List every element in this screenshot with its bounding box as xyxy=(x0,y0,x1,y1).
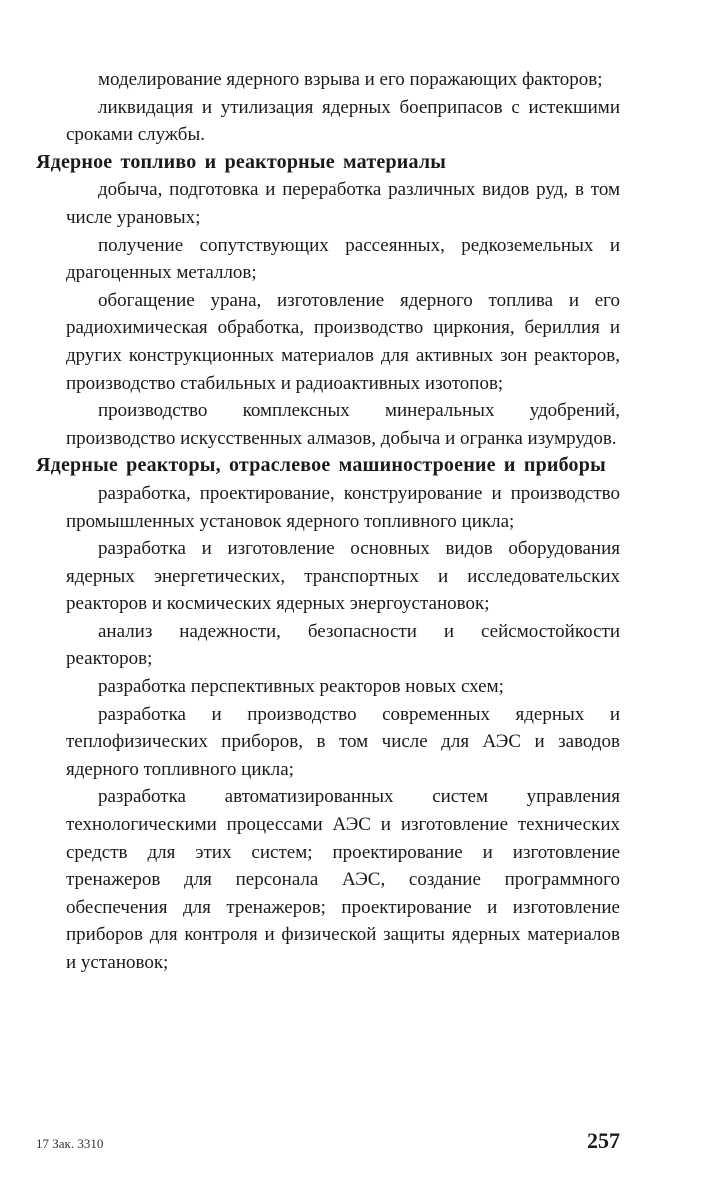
page-footer xyxy=(36,1128,620,1158)
page-body xyxy=(36,66,620,977)
paragraph: разработка и изготовление основных видов оборудования ядерных энергетических, транспортных и исследовательских реакторов и космических ядерных энергоустановок; xyxy=(66,538,620,615)
paragraph: моделирование ядерного взрыва и его поражающих факторов; xyxy=(98,69,603,90)
section-heading: Ядерные реакторы, отраслевое машиностроение и приборы xyxy=(36,454,606,477)
paragraph: производство комплексных минеральных удобрений, производство искусственных алмазов, добыча и огранка изумрудов. xyxy=(66,400,620,449)
section-heading: Ядерное топливо и реакторные материалы xyxy=(36,150,447,173)
paragraph: получение сопутствующих рассеянных, редкоземельных и драгоценных металлов; xyxy=(66,234,620,284)
paragraph: разработка и производство современных ядерных и теплофизических приборов, в том числе для АЭС и заводов ядерного топливного цикла; xyxy=(66,703,620,780)
print-signature: 17 Зак. 3310 xyxy=(36,1136,104,1151)
page-number: 257 xyxy=(587,1128,620,1153)
paragraph: добыча, подготовка и переработка различных видов руд, в том числе урановых; xyxy=(66,179,620,228)
paragraph: разработка, проектирование, конструирование и производство промышленных установок ядерного топливного цикла; xyxy=(66,482,620,532)
paragraph: разработка перспективных реакторов новых схем; xyxy=(98,676,504,698)
paragraph: анализ надежности, безопасности и сейсмостойкости реакторов; xyxy=(66,620,620,670)
paragraph: разработка автоматизированных систем управления технологическими процессами АЭС и изготовление технических средств для этих систем; проектирование и изготовление тренажеров для персонала АЭС, создание программного обеспечения для тренажеров; проектирование и изготовление приборов для контроля и физической защиты ядерных материалов и установок; xyxy=(66,786,620,973)
paragraph: обогащение урана, изготовление ядерного топлива и его радиохимическая обработка, производство циркония, бериллия и других конструкционных материалов для активных зон реакторов, производство стабильных и радиоактивных изотопов; xyxy=(66,289,620,394)
paragraph: ликвидация и утилизация ядерных боеприпасов с истекшими сроками службы. xyxy=(66,96,620,146)
